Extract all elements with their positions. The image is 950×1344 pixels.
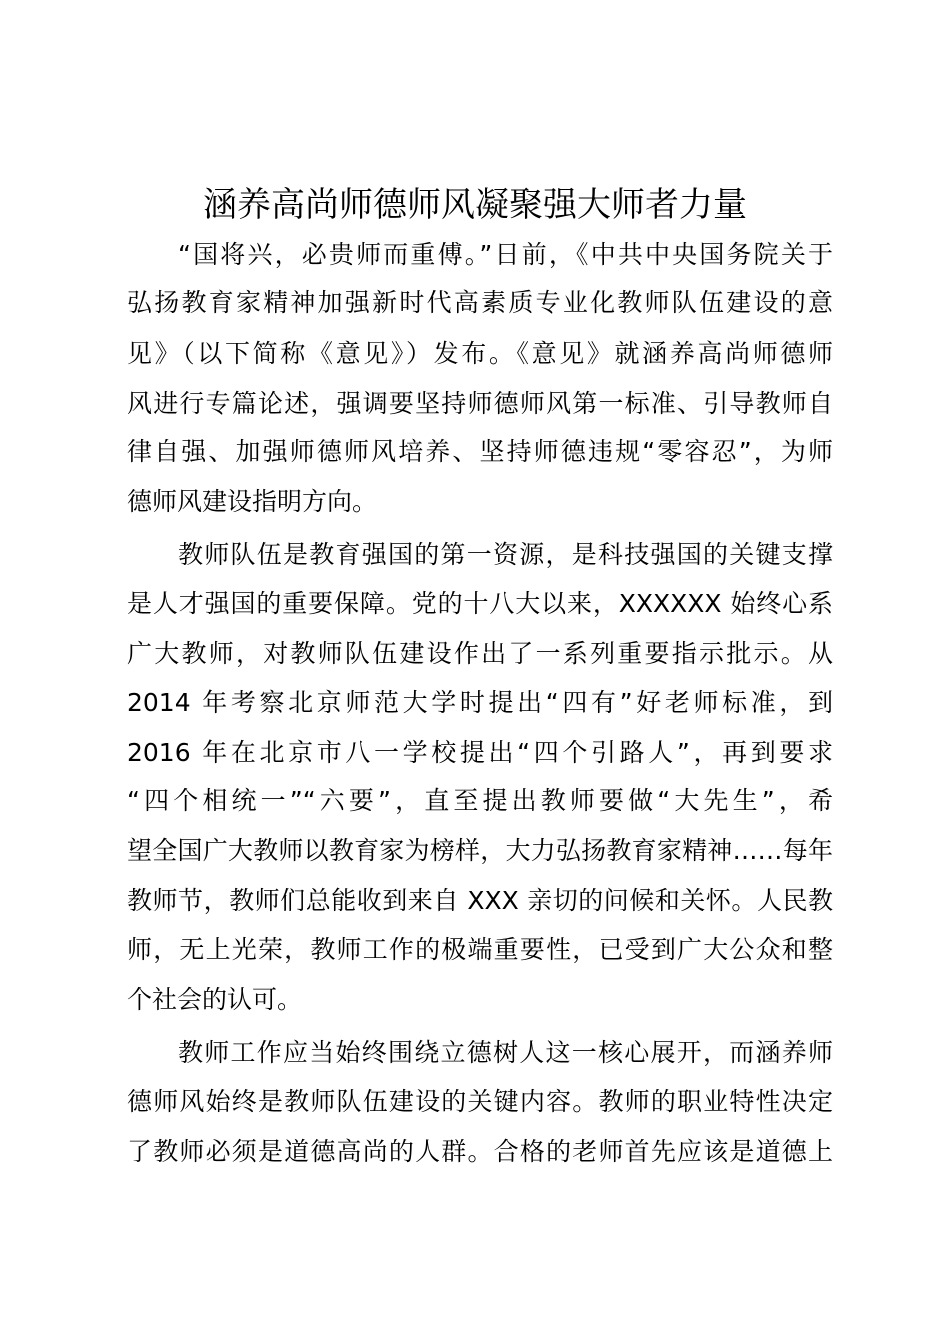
paragraph-1-line-4: 风进行专篇论述，强调要坚持师德师风第一标准、引导教师自 bbox=[127, 389, 833, 418]
paragraph-1-line-1: “国将兴，必贵师而重傅。”日前，《中共中央国务院关于 bbox=[178, 240, 833, 269]
paragraph-2-line-5: 2016 年在北京市八一学校提出“四个引路人”，再到要求 bbox=[127, 738, 833, 767]
paragraph-1-line-2: 弘扬教育家精神加强新时代高素质专业化教师队伍建设的意 bbox=[127, 288, 833, 317]
paragraph-2-line-1: 教师队伍是教育强国的第一资源，是科技强国的关键支撑 bbox=[178, 540, 833, 569]
paragraph-1-line-3: 见》（以下简称《意见》）发布。《意见》就涵养高尚师德师 bbox=[127, 339, 833, 368]
paragraph-1-line-6: 德师风建设指明方向。 bbox=[127, 487, 378, 516]
paragraph-2-line-2: 是人才强国的重要保障。党的十八大以来，XXXXXX 始终心系 bbox=[127, 589, 833, 618]
paragraph-2-line-4: 2014 年考察北京师范大学时提出“四有”好老师标准，到 bbox=[127, 688, 833, 717]
paragraph-2-line-10: 个社会的认可。 bbox=[127, 985, 303, 1014]
paragraph-3-line-3: 了教师必须是道德高尚的人群。合格的老师首先应该是道德上 bbox=[127, 1137, 833, 1166]
paragraph-3-line-1: 教师工作应当始终围绕立德树人这一核心展开，而涵养师 bbox=[178, 1038, 833, 1067]
paragraph-3-line-2: 德师风始终是教师队伍建设的关键内容。教师的职业特性决定 bbox=[127, 1087, 833, 1116]
paragraph-2-line-9: 师，无上光荣，教师工作的极端重要性，已受到广大公众和整 bbox=[127, 935, 833, 964]
paragraph-2-line-7: 望全国广大教师以教育家为榜样，大力弘扬教育家精神……每年 bbox=[127, 836, 833, 865]
paragraph-2-line-3: 广大教师，对教师队伍建设作出了一系列重要指示批示。从 bbox=[127, 639, 833, 668]
paragraph-2-line-6: “四个相统一”“六要”，直至提出教师要做“大先生”，希 bbox=[127, 786, 833, 815]
paragraph-2-line-8: 教师节，教师们总能收到来自 XXX 亲切的问候和关怀。人民教 bbox=[127, 886, 833, 915]
paragraph-1-line-5: 律自强、加强师德师风培养、坚持师德违规“零容忍”，为师 bbox=[127, 437, 833, 466]
document-title: 涵养高尚师德师风凝聚强大师者力量 bbox=[203, 185, 747, 225]
